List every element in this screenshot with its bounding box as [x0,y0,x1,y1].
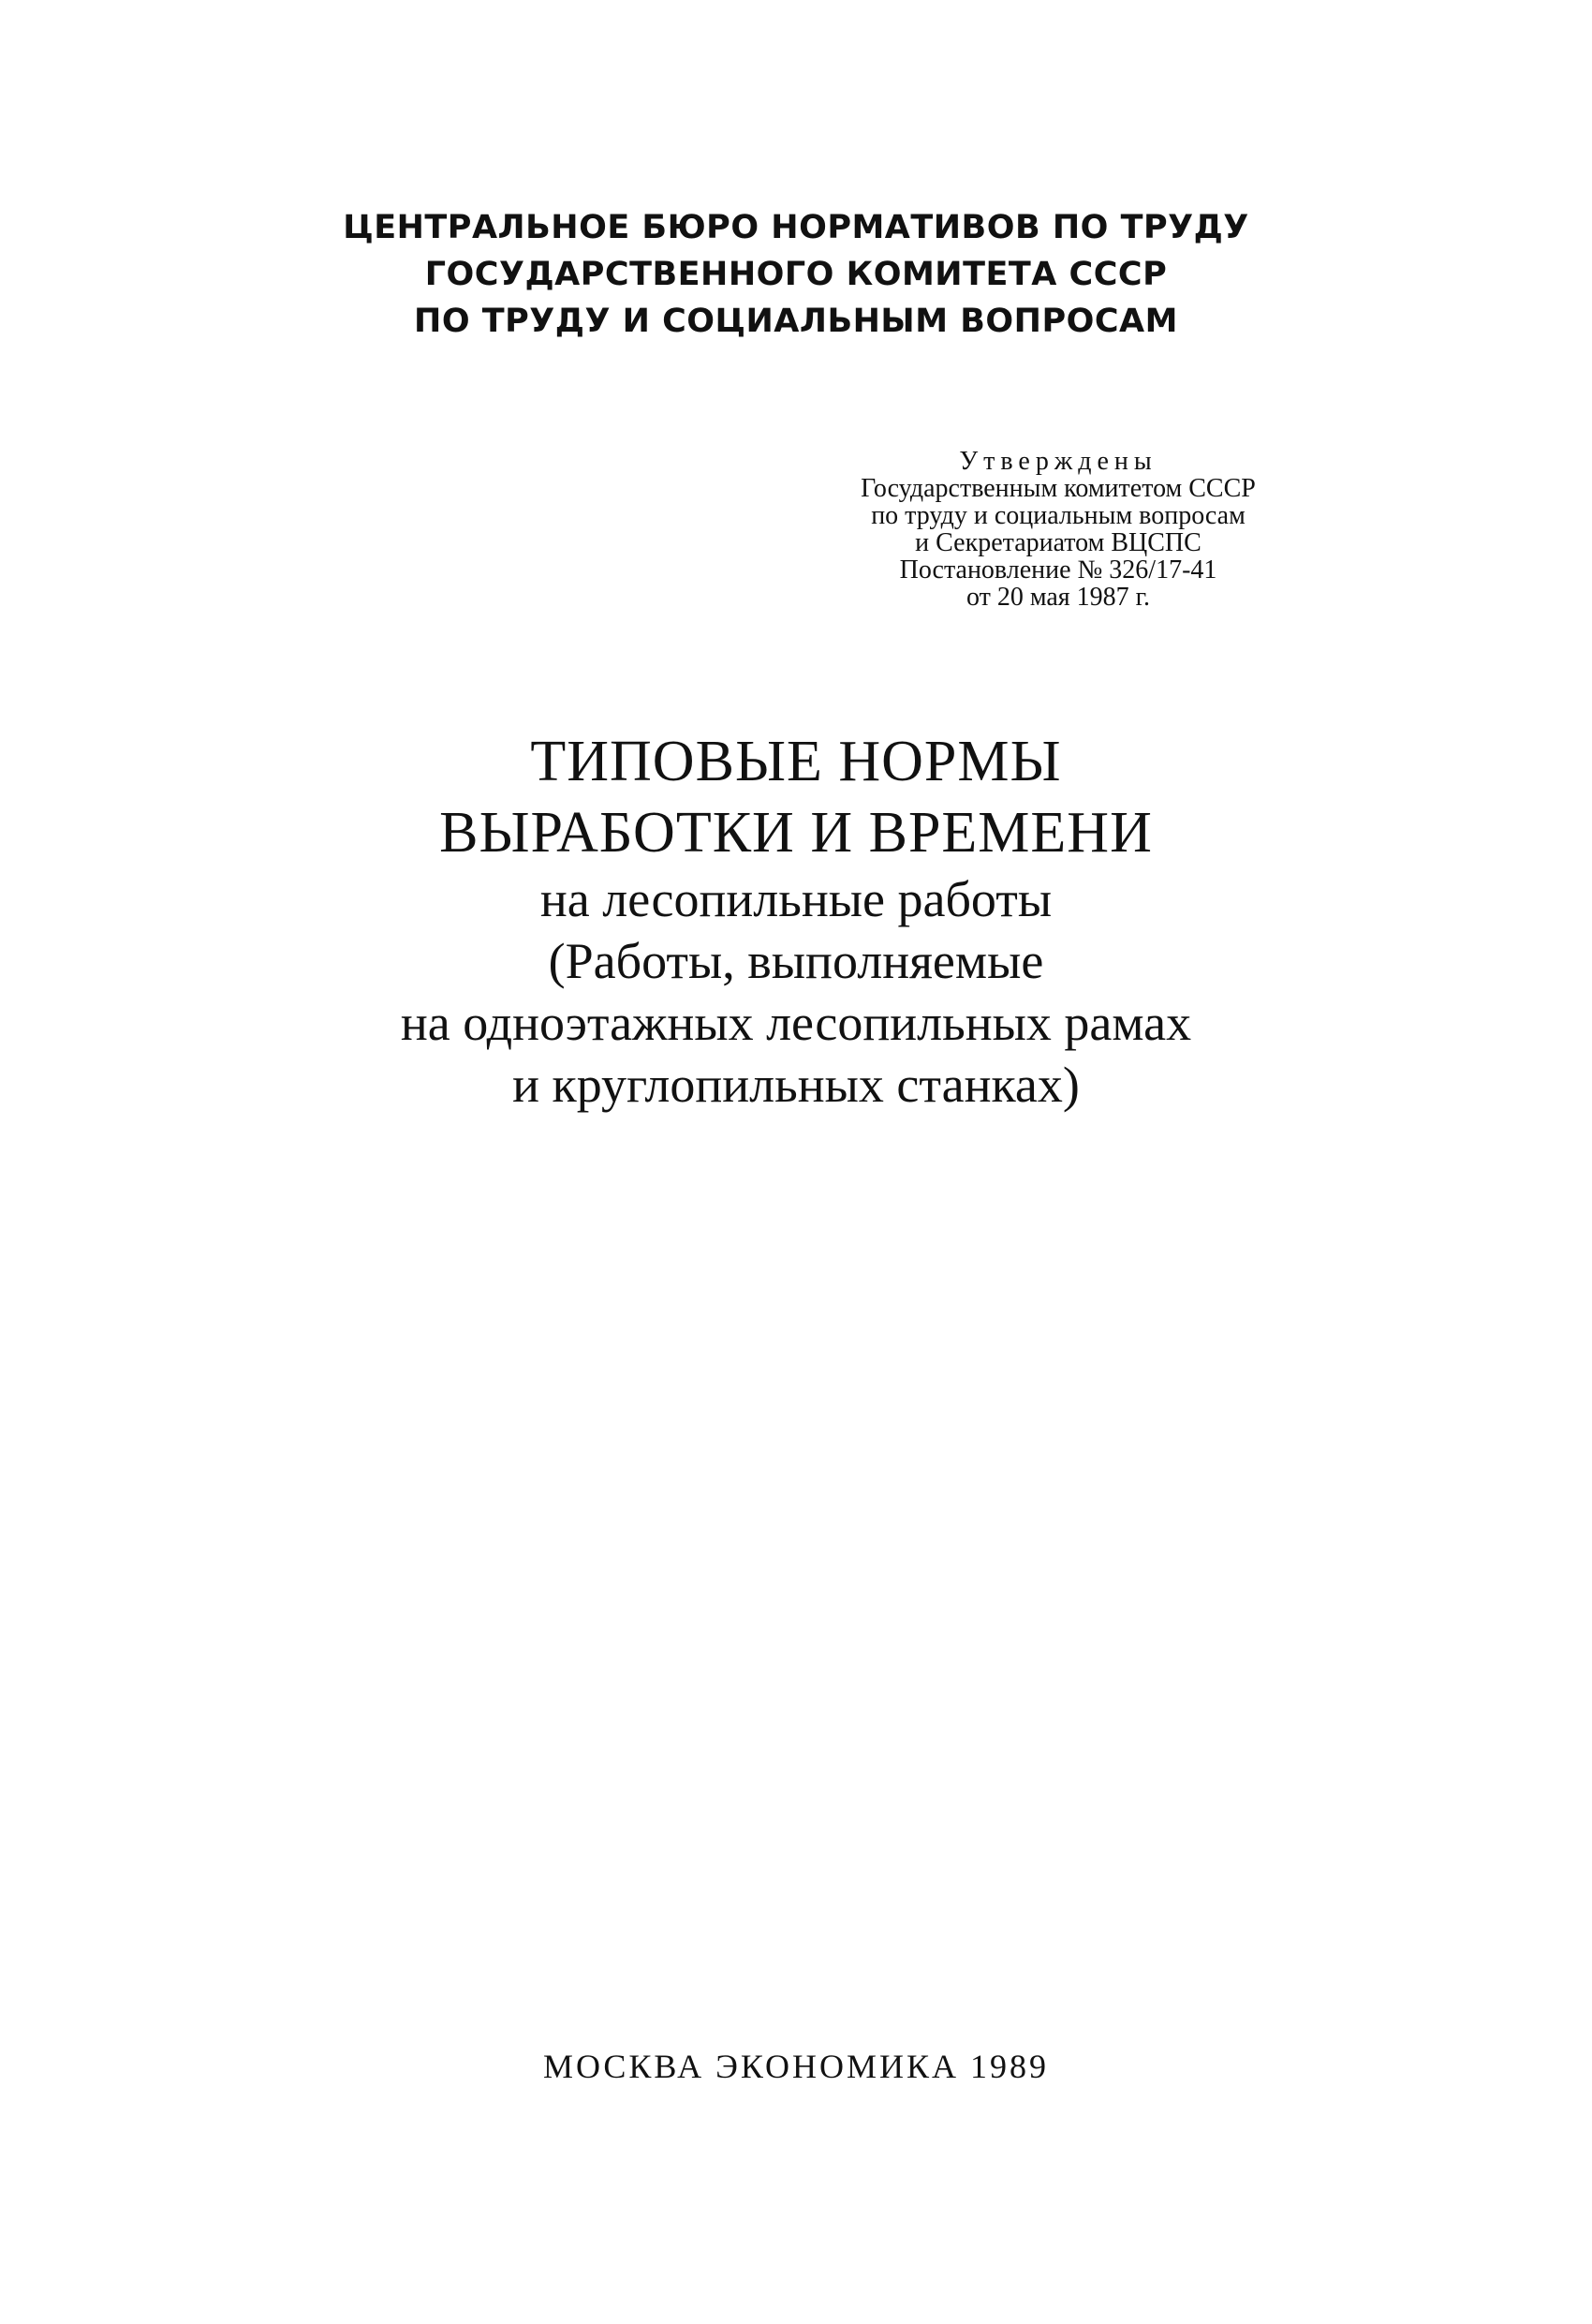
subtitle-line-1: на лесопильные работы [539,871,1053,927]
resolution-date: от 20 мая 1987 г. [966,583,1151,612]
organization-line-3: ПО ТРУДУ И СОЦИАЛЬНЫМ ВОПРОСАМ [414,303,1178,340]
approval-line-4: и Секретариатом ВЦСПС [915,528,1201,557]
organization-line-2: ГОСУДАРСТВЕННОГО КОМИТЕТА СССР [424,256,1168,293]
approval-block [777,448,1339,611]
document-title [0,726,1592,868]
title-line-1: ТИПОВЫЕ НОРМЫ [530,730,1062,793]
approval-heading: Утверждены [959,447,1157,476]
subtitle-line-2: (Работы, выполняемые [548,933,1044,989]
publisher-imprint: МОСКВА ЭКОНОМИКА 1989 [542,2048,1050,2085]
document-subtitle [0,868,1592,1116]
organization-line-1: ЦЕНТРАЛЬНОЕ БЮРО НОРМАТИВОВ ПО ТРУДУ [343,209,1249,246]
subtitle-line-4: и круглопильных станках) [512,1057,1080,1113]
title-line-2: ВЫРАБОТКИ И ВРЕМЕНИ [439,801,1153,865]
subtitle-line-3: на одноэтажных лесопильных рамах [400,995,1192,1051]
issuing-organization [0,204,1592,345]
approval-line-2: Государственным комитетом СССР [861,474,1256,503]
resolution-number: Постановление № 326/17-41 [899,555,1217,585]
approval-line-3: по труду и социальным вопросам [871,501,1246,530]
